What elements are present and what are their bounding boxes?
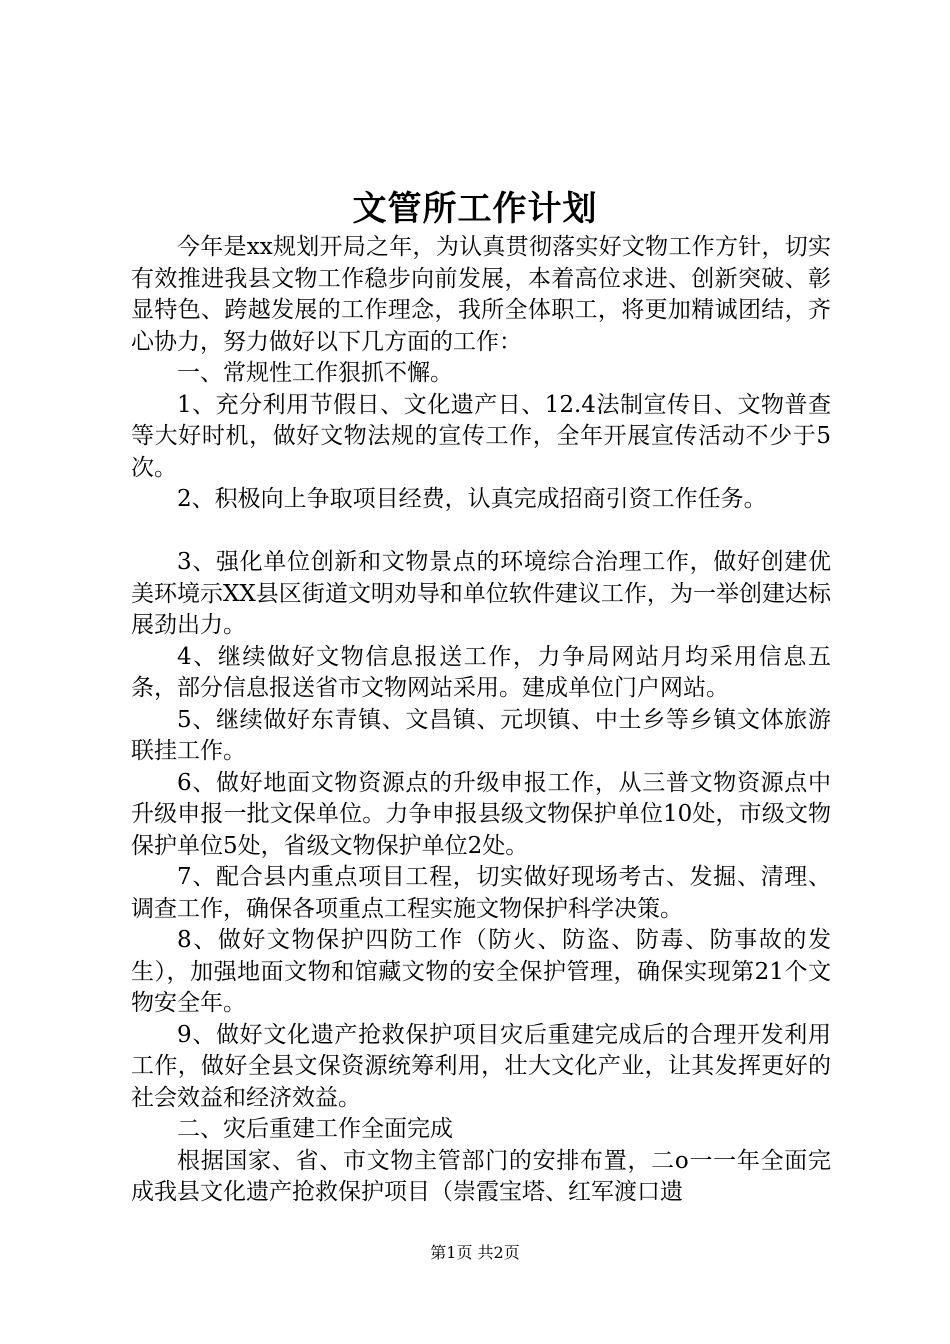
paragraph-item-4: 4、继续做好文物信息报送工作，力争局网站月均采用信息五条，部分信息报送省市文物网站采用。建成单位门户网站。 xyxy=(131,643,831,701)
paragraph-intro: 今年是xx规划开局之年，为认真贯彻落实好文物工作方针，切实有效推进我县文物工作稳步向前发展，本着高位求进、创新突破、彰显特色、跨越发展的工作理念，我所全体职工，将更加精诚团结，齐心协力，努力做好以下几方面的工作： xyxy=(131,234,831,355)
paragraph-item-1: 1、充分利用节假日、文化遗产日、12.4法制宣传日、文物普查等大好时机，做好文物法规的宣传工作，全年开展宣传活动不少于5次。 xyxy=(131,391,831,481)
paragraph-section-2: 根据国家、省、市文物主管部门的安排布置，二o一一年全面完成我县文化遗产抢救保护项目（崇霞宝塔、红军渡口遗 xyxy=(131,1147,831,1205)
section-heading-2: 二、灾后重建工作全面完成 xyxy=(177,1116,453,1142)
paragraph-item-7: 7、配合县内重点项目工程，切实做好现场考古、发掘、清理、调查工作，确保各项重点工程实施文物保护科学决策。 xyxy=(131,864,831,922)
paragraph-item-8: 8、做好文物保护四防工作（防火、防盗、防毒、防事故的发生），加强地面文物和馆藏文物的安全保护管理，确保实现第21个文物安全年。 xyxy=(131,927,831,1016)
paragraph-item-2: 2、积极向上争取项目经费，认真完成招商引资工作任务。 xyxy=(177,486,767,512)
document-title: 文管所工作计划 xyxy=(352,189,598,229)
paragraph-item-6: 6、做好地面文物资源点的升级申报工作，从三普文物资源点中升级申报一批文保单位。力争申报县级文物保护单位10处，市级文物保护单位5处，省级文物保护单位2处。 xyxy=(131,769,831,859)
section-heading-1: 一、常规性工作狠抓不懈。 xyxy=(177,360,453,386)
paragraph-item-5: 5、继续做好东青镇、文昌镇、元坝镇、中土乡等乡镇文体旅游联挂工作。 xyxy=(131,706,831,764)
paragraph-item-3: 3、强化单位创新和文物景点的环境综合治理工作，做好创建优美环境示XX县区街道文明劝导和单位软件建议工作，为一举创建达标展劲出力。 xyxy=(131,549,831,638)
document-body xyxy=(131,232,831,1209)
page-footer: 第1页 共2页 xyxy=(430,1243,520,1262)
paragraph-item-9: 9、做好文化遗产抢救保护项目灾后重建完成后的合理开发利用工作，做好全县文保资源统筹利用，壮大文化产业，让其发挥更好的社会效益和经济效益。 xyxy=(131,1021,831,1111)
